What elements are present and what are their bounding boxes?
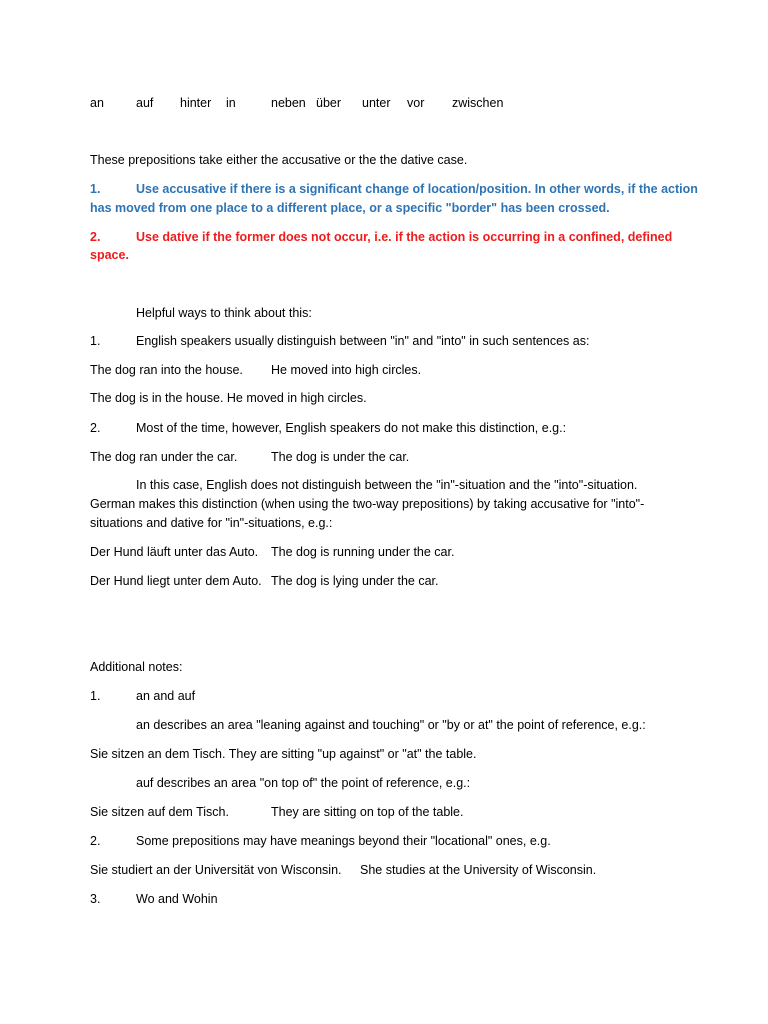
rule-2-number: 2. [90, 230, 101, 244]
an-example: Sie sitzen an dem Tisch. They are sitting "up against" or "at" the table. [90, 747, 477, 761]
additional-notes-heading: Additional notes: [90, 660, 183, 674]
preposition-vor: vor [407, 96, 425, 110]
explanation-paragraph-line1: In this case, English does not distinguish between the "in"-situation and the "into"-situation. [136, 478, 638, 492]
explanation-paragraph-line3: situations and dative for "in"-situations, e.g.: [90, 516, 333, 530]
example-1-english-a: The dog ran into the house. [90, 363, 243, 377]
explanation-paragraph-line2: German makes this distinction (when using the two-way prepositions) by taking accusative for "into"- [90, 497, 645, 511]
preposition-in: in [226, 96, 236, 110]
note-3-title: Wo and Wohin [136, 892, 218, 906]
note-2-example-english: She studies at the University of Wisconsin. [360, 863, 597, 877]
rule-1-number: 1. [90, 182, 101, 196]
german-example-1: Der Hund läuft unter das Auto. [90, 545, 259, 559]
german-example-2: Der Hund liegt unter dem Auto. [90, 574, 262, 588]
preposition-ueber: über [316, 96, 342, 110]
example-3-english-b: The dog is under the car. [271, 450, 410, 464]
example-2-english: The dog is in the house. He moved in high circles. [90, 391, 367, 405]
note-1-number: 1. [90, 689, 101, 703]
rule-2-text-line1: Use dative if the former does not occur, i.e. if the action is occurring in a confined, defined [136, 230, 673, 244]
helpful-point-1-number: 1. [90, 334, 101, 348]
note-2-example-german: Sie studiert an der Universität von Wisconsin. [90, 863, 342, 877]
helpful-point-1-text: English speakers usually distinguish between "in" and "into" in such sentences as: [136, 334, 590, 348]
preposition-auf: auf [136, 96, 154, 110]
helpful-point-2-number: 2. [90, 421, 101, 435]
example-3-english-a: The dog ran under the car. [90, 450, 238, 464]
german-example-1-translation: The dog is running under the car. [271, 545, 455, 559]
preposition-unter: unter [362, 96, 391, 110]
preposition-zwischen: zwischen [452, 96, 504, 110]
german-example-2-translation: The dog is lying under the car. [271, 574, 439, 588]
rule-2-text-line2: space. [90, 248, 129, 262]
helpful-point-2-text: Most of the time, however, English speakers do not make this distinction, e.g.: [136, 421, 567, 435]
helpful-heading: Helpful ways to think about this: [136, 306, 312, 320]
preposition-hinter: hinter [180, 96, 212, 110]
an-description: an describes an area "leaning against and touching" or "by or at" the point of reference, e.g.: [136, 718, 646, 732]
example-1-english-b: He moved into high circles. [271, 363, 422, 377]
preposition-an: an [90, 96, 104, 110]
rule-1-text-line2: has moved from one place to a different place, or a specific "border" has been crossed. [90, 201, 610, 215]
intro-text: These prepositions take either the accusative or the the dative case. [90, 153, 468, 167]
note-3-number: 3. [90, 892, 101, 906]
auf-example-german: Sie sitzen auf dem Tisch. [90, 805, 229, 819]
preposition-neben: neben [271, 96, 306, 110]
auf-example-english: They are sitting on top of the table. [271, 805, 464, 819]
note-1-title: an and auf [136, 689, 196, 703]
note-2-text: Some prepositions may have meanings beyond their "locational" ones, e.g. [136, 834, 551, 848]
rule-1-text-line1: Use accusative if there is a significant change of location/position. In other words, if the action [136, 182, 698, 196]
auf-description: auf describes an area "on top of" the point of reference, e.g.: [136, 776, 471, 790]
note-2-number: 2. [90, 834, 101, 848]
